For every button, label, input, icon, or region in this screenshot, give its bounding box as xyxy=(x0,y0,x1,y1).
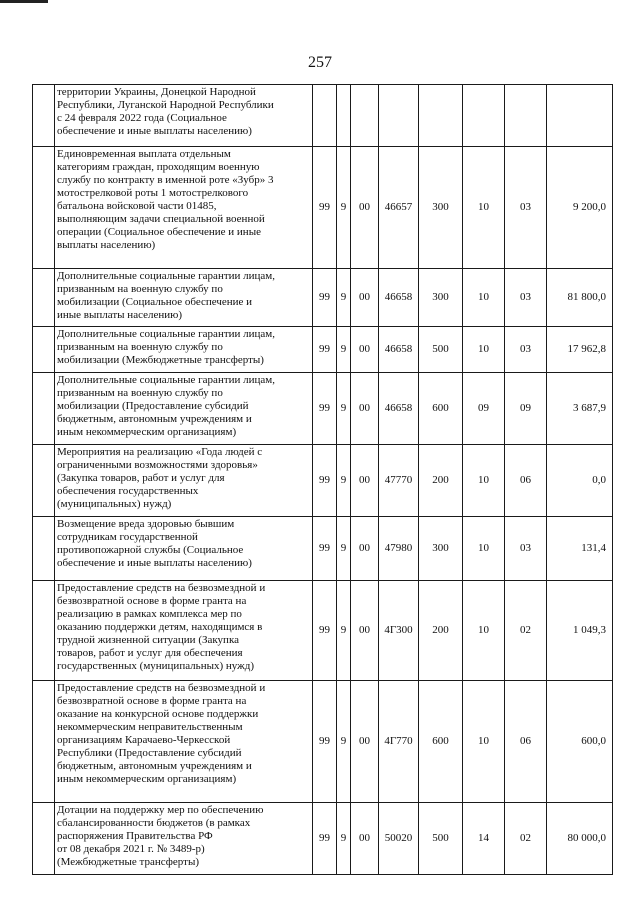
description-cell: Дотации на поддержку мер по обеспечению сбалансированности бюджетов (в рамках распоряжения Правительства РФ от 08 декабря 2021 г. № 3489-р) (Межбюджетные трансферты) xyxy=(55,803,313,875)
amount-cell: 81 800,0 xyxy=(547,269,613,327)
subprogram-code-cell: 9 xyxy=(337,269,351,327)
table-row xyxy=(33,581,613,681)
description-cell: Мероприятия на реализацию «Года людей с ограниченными возможностями здоровья» (Закупка товаров, работ и услуг для обеспечения государственных (муниципальных) нужд) xyxy=(55,445,313,517)
table-body xyxy=(33,85,613,875)
amount-cell xyxy=(547,85,613,147)
program-code-cell: 99 xyxy=(313,373,337,445)
subsection-cell: 09 xyxy=(505,373,547,445)
section-cell: 10 xyxy=(463,147,505,269)
expense-type-cell: 300 xyxy=(419,517,463,581)
budget-table xyxy=(32,84,613,875)
margin-cell xyxy=(33,445,55,517)
section-cell: 10 xyxy=(463,269,505,327)
direction-code-cell: 46657 xyxy=(379,147,419,269)
description-cell: Возмещение вреда здоровью бывшим сотрудникам государственной противопожарной службы (Социальное обеспечение и иные выплаты населению) xyxy=(55,517,313,581)
direction-code-cell: 46658 xyxy=(379,327,419,373)
description-cell: территории Украины, Донецкой Народной Республики, Луганской Народной Республики с 24 февраля 2022 года (Социальное обеспечение и иные выплаты населению) xyxy=(55,85,313,147)
measure-code-cell xyxy=(351,85,379,147)
table-row xyxy=(33,445,613,517)
subprogram-code-cell: 9 xyxy=(337,803,351,875)
subsection-cell: 06 xyxy=(505,681,547,803)
table-row xyxy=(33,517,613,581)
table-row xyxy=(33,147,613,269)
subprogram-code-cell: 9 xyxy=(337,517,351,581)
amount-cell: 0,0 xyxy=(547,445,613,517)
subsection-cell xyxy=(505,85,547,147)
measure-code-cell: 00 xyxy=(351,373,379,445)
description-cell: Предоставление средств на безвозмездной и безвозвратной основе в форме гранта на реализацию в рамках комплекса мер по оказанию поддержки детям, находящимся в трудной жизненной ситуации (Закупка товаров, работ и услуг для обеспечения государственных (муниципальных) нужд) xyxy=(55,581,313,681)
program-code-cell: 99 xyxy=(313,517,337,581)
direction-code-cell: 46658 xyxy=(379,373,419,445)
measure-code-cell: 00 xyxy=(351,445,379,517)
margin-cell xyxy=(33,373,55,445)
margin-cell xyxy=(33,327,55,373)
section-cell: 10 xyxy=(463,681,505,803)
description-cell: Дополнительные социальные гарантии лицам, призванным на военную службу по мобилизации (Межбюджетные трансферты) xyxy=(55,327,313,373)
expense-type-cell: 300 xyxy=(419,147,463,269)
expense-type-cell: 200 xyxy=(419,581,463,681)
amount-cell: 131,4 xyxy=(547,517,613,581)
amount-cell: 80 000,0 xyxy=(547,803,613,875)
measure-code-cell: 00 xyxy=(351,803,379,875)
program-code-cell: 99 xyxy=(313,803,337,875)
expense-type-cell xyxy=(419,85,463,147)
section-cell: 10 xyxy=(463,327,505,373)
section-cell xyxy=(463,85,505,147)
margin-cell xyxy=(33,85,55,147)
direction-code-cell: 4Г300 xyxy=(379,581,419,681)
measure-code-cell: 00 xyxy=(351,147,379,269)
section-cell: 10 xyxy=(463,581,505,681)
program-code-cell: 99 xyxy=(313,445,337,517)
measure-code-cell: 00 xyxy=(351,269,379,327)
margin-cell xyxy=(33,581,55,681)
expense-type-cell: 300 xyxy=(419,269,463,327)
subsection-cell: 03 xyxy=(505,147,547,269)
direction-code-cell: 46658 xyxy=(379,269,419,327)
table-row xyxy=(33,373,613,445)
description-cell: Единовременная выплата отдельным категориям граждан, проходящим военную службу по контракту в именной роте «Зубр» 3 мотострелковой роты 1 мотострелкового батальона войсковой части 01485, выполняющим задачи специальной военной операции (Социальное обеспечение и иные выплаты населению) xyxy=(55,147,313,269)
direction-code-cell xyxy=(379,85,419,147)
table-row xyxy=(33,803,613,875)
table-row xyxy=(33,327,613,373)
expense-type-cell: 500 xyxy=(419,803,463,875)
subprogram-code-cell: 9 xyxy=(337,147,351,269)
program-code-cell: 99 xyxy=(313,581,337,681)
section-cell: 09 xyxy=(463,373,505,445)
subprogram-code-cell xyxy=(337,85,351,147)
expense-type-cell: 500 xyxy=(419,327,463,373)
expense-type-cell: 200 xyxy=(419,445,463,517)
amount-cell: 600,0 xyxy=(547,681,613,803)
measure-code-cell: 00 xyxy=(351,327,379,373)
subsection-cell: 02 xyxy=(505,803,547,875)
table-row xyxy=(33,681,613,803)
program-code-cell: 99 xyxy=(313,681,337,803)
program-code-cell xyxy=(313,85,337,147)
margin-cell xyxy=(33,517,55,581)
amount-cell: 3 687,9 xyxy=(547,373,613,445)
amount-cell: 17 962,8 xyxy=(547,327,613,373)
subsection-cell: 03 xyxy=(505,327,547,373)
description-cell: Предоставление средств на безвозмездной и безвозвратной основе в форме гранта на оказание на конкурсной основе поддержки некоммерческим неправительственным организациям Карачаево-Черкесской Республики (Предоставление субсидий бюджетным, автономным учреждениям и иным некоммерческим организациям) xyxy=(55,681,313,803)
table-row xyxy=(33,85,613,147)
program-code-cell: 99 xyxy=(313,147,337,269)
subsection-cell: 06 xyxy=(505,445,547,517)
expense-type-cell: 600 xyxy=(419,681,463,803)
direction-code-cell: 47980 xyxy=(379,517,419,581)
subprogram-code-cell: 9 xyxy=(337,445,351,517)
measure-code-cell: 00 xyxy=(351,517,379,581)
subsection-cell: 03 xyxy=(505,517,547,581)
subprogram-code-cell: 9 xyxy=(337,681,351,803)
subsection-cell: 03 xyxy=(505,269,547,327)
margin-cell xyxy=(33,681,55,803)
margin-cell xyxy=(33,269,55,327)
margin-cell xyxy=(33,147,55,269)
description-cell: Дополнительные социальные гарантии лицам, призванным на военную службу по мобилизации (Социальное обеспечение и иные выплаты населению) xyxy=(55,269,313,327)
amount-cell: 9 200,0 xyxy=(547,147,613,269)
program-code-cell: 99 xyxy=(313,269,337,327)
page-number: 257 xyxy=(308,54,332,71)
direction-code-cell: 4Г770 xyxy=(379,681,419,803)
subprogram-code-cell: 9 xyxy=(337,373,351,445)
program-code-cell: 99 xyxy=(313,327,337,373)
expense-type-cell: 600 xyxy=(419,373,463,445)
amount-cell: 1 049,3 xyxy=(547,581,613,681)
direction-code-cell: 50020 xyxy=(379,803,419,875)
measure-code-cell: 00 xyxy=(351,581,379,681)
direction-code-cell: 47770 xyxy=(379,445,419,517)
measure-code-cell: 00 xyxy=(351,681,379,803)
section-cell: 10 xyxy=(463,445,505,517)
table-row xyxy=(33,269,613,327)
description-cell: Дополнительные социальные гарантии лицам, призванным на военную службу по мобилизации (Предоставление субсидий бюджетным, автономным учреждениям и иным некоммерческим организациям) xyxy=(55,373,313,445)
subprogram-code-cell: 9 xyxy=(337,327,351,373)
section-cell: 10 xyxy=(463,517,505,581)
subprogram-code-cell: 9 xyxy=(337,581,351,681)
scan-corner-mark xyxy=(0,0,48,3)
section-cell: 14 xyxy=(463,803,505,875)
margin-cell xyxy=(33,803,55,875)
subsection-cell: 02 xyxy=(505,581,547,681)
